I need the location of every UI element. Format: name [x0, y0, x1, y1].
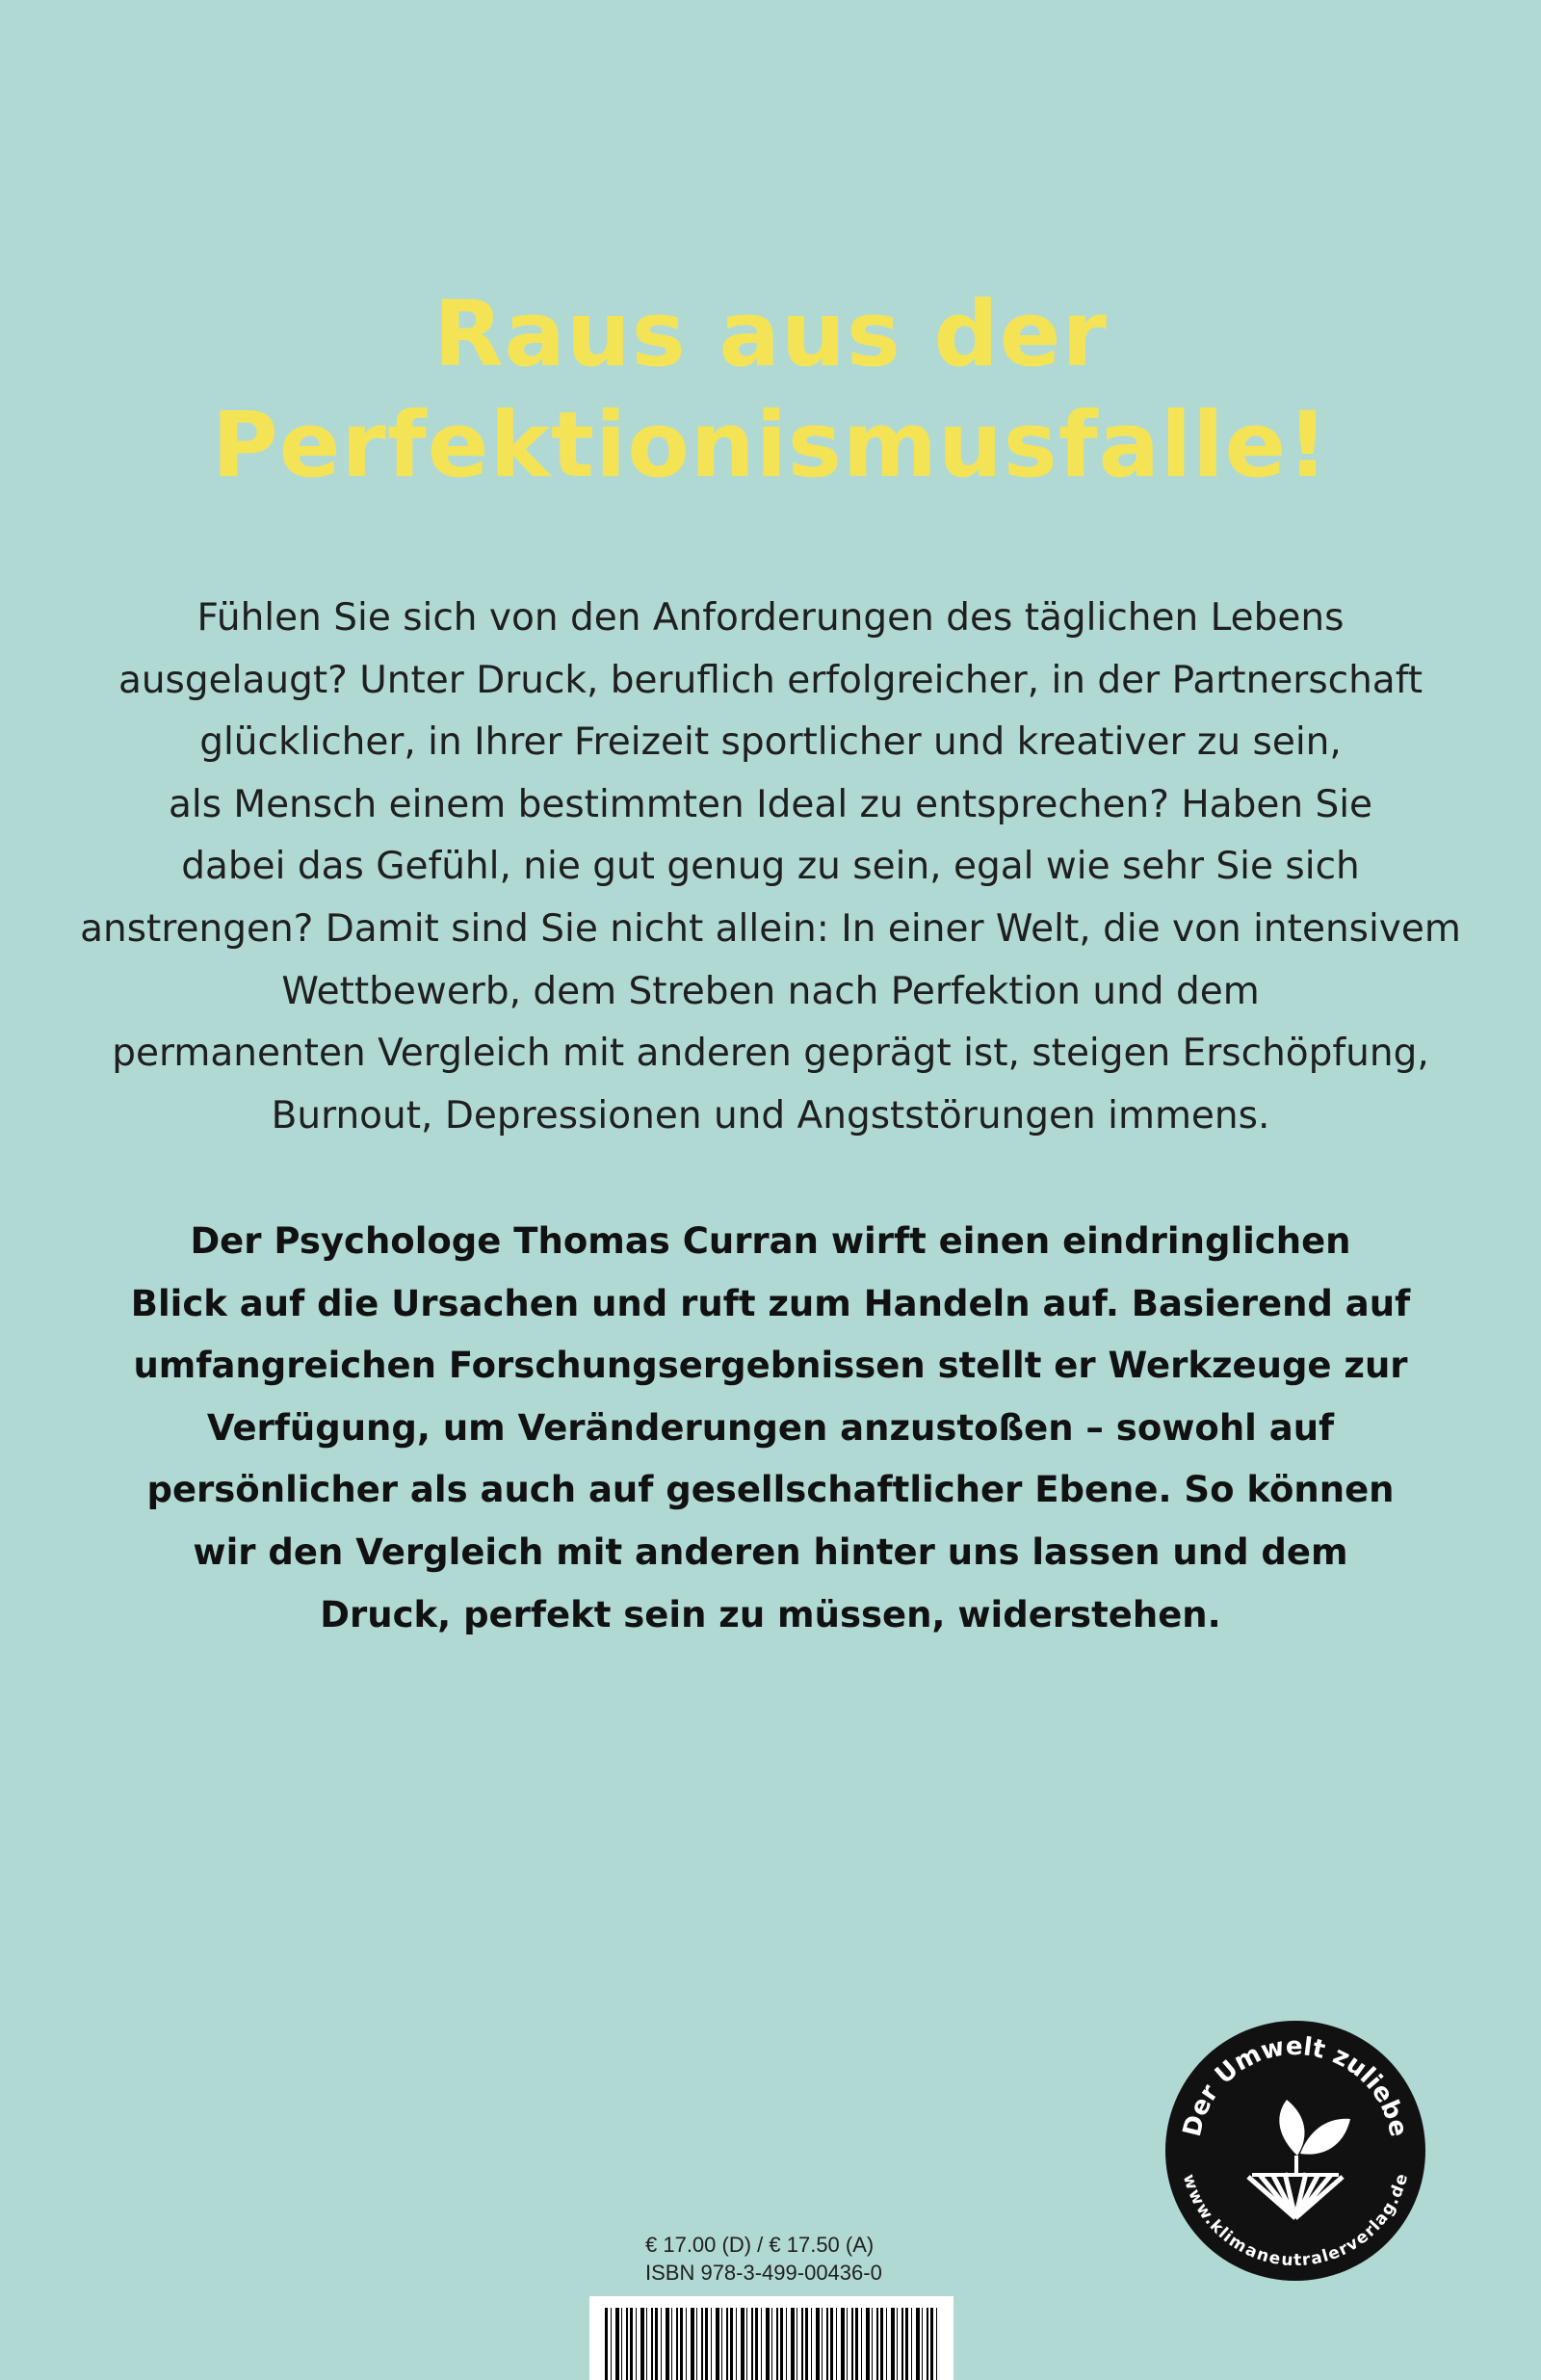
seal-bottom-text: www.klimaneutralerverlag.de [1178, 2171, 1413, 2271]
author-line: Druck, perfekt sein zu müssen, widerstehen. [320, 1593, 1221, 1635]
leaf-book-icon [1165, 2021, 1425, 2281]
description-line: als Mensch einem bestimmten Ideal zu entsprechen? Haben Sie [168, 782, 1373, 826]
author-line: wir den Vergleich mit anderen hinter uns lassen und dem [193, 1530, 1348, 1573]
author-line: Blick auf die Ursachen und ruft zum Handeln auf. Basierend auf [130, 1282, 1411, 1324]
author-line: persönlicher als auch auf gesellschaftlicher Ebene. So können [146, 1469, 1395, 1511]
eco-seal [1165, 2021, 1425, 2281]
author-line: umfangreichen Forschungsergebnissen stellt er Werkzeuge zur [133, 1345, 1408, 1387]
description-line: permanenten Vergleich mit anderen geprägt ist, steigen Erschöpfung, [112, 1032, 1429, 1076]
price-block [645, 2231, 882, 2287]
seal-top-text: Der Umwelt zuliebe [1177, 2031, 1413, 2140]
description-line: ausgelaugt? Unter Druck, beruflich erfolgreicher, in der Partnerschaft [118, 658, 1423, 702]
isbn-text: ISBN 978-3-499-00436-0 [645, 2261, 882, 2285]
barcode [589, 2296, 953, 2380]
author-line: Der Psychologe Thomas Curran wirft einen eindringlichen [190, 1220, 1351, 1262]
description-line: glücklicher, in Ihrer Freizeit sportlicher und kreativer zu sein, [199, 720, 1342, 765]
svg-text:www.klimaneutralerverlag.de [1179, 2172, 1412, 2270]
description-line: Burnout, Depressionen und Angststörungen immens. [271, 1093, 1270, 1138]
author-line: Verfügung, um Veränderungen anzustoßen – sowohl auf [206, 1406, 1335, 1449]
barcode-bars [605, 2308, 938, 2380]
description-line: Fühlen Sie sich von den Anforderungen des täglichen Lebens [196, 596, 1345, 640]
description-paragraph [0, 588, 1541, 1147]
description-line: Wettbewerb, dem Streben nach Perfektion und dem [281, 969, 1260, 1013]
headline-line-1: Raus aus der [433, 282, 1108, 387]
author-paragraph [0, 1211, 1541, 1646]
price-text: € 17.00 (D) / € 17.50 (A) [645, 2233, 875, 2257]
description-line: anstrengen? Damit sind Sie nicht allein: In einer Welt, die von intensivem [80, 906, 1461, 951]
headline [0, 279, 1541, 501]
headline-line-2: Perfektionismusfalle! [211, 393, 1330, 498]
description-line: dabei das Gefühl, nie gut genug zu sein, egal wie sehr Sie sich [181, 845, 1360, 889]
